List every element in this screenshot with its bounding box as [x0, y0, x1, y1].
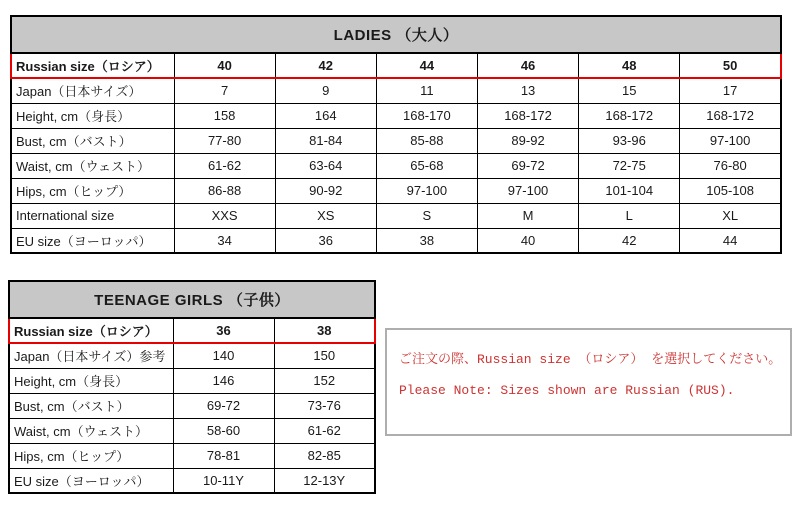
value-cell: 77-80 — [174, 128, 275, 153]
value-cell: M — [477, 203, 578, 228]
value-cell: S — [376, 203, 477, 228]
value-cell: 17 — [680, 78, 781, 103]
value-cell: 97-100 — [680, 128, 781, 153]
value-cell: 86-88 — [174, 178, 275, 203]
table-row — [9, 443, 375, 468]
row-label: EU size（ヨーロッパ） — [11, 228, 174, 253]
value-cell: 38 — [376, 228, 477, 253]
value-cell: 85-88 — [376, 128, 477, 153]
value-cell: 146 — [173, 368, 274, 393]
value-cell: 61-62 — [274, 418, 375, 443]
value-cell: 72-75 — [579, 153, 680, 178]
value-cell: 90-92 — [275, 178, 376, 203]
value-cell: 13 — [477, 78, 578, 103]
value-cell: 78-81 — [173, 443, 274, 468]
table-row — [9, 318, 375, 343]
table-row — [11, 228, 781, 253]
value-cell: 36 — [173, 318, 274, 343]
row-label: Japan（日本サイズ）参考 — [9, 343, 173, 368]
table-row — [11, 178, 781, 203]
value-cell: 40 — [174, 53, 275, 78]
table-row — [9, 418, 375, 443]
row-label: Russian size（ロシア） — [11, 53, 174, 78]
value-cell: 168-172 — [477, 103, 578, 128]
value-cell: 73-76 — [274, 393, 375, 418]
value-cell: 42 — [275, 53, 376, 78]
value-cell: 105-108 — [680, 178, 781, 203]
table-header-row — [9, 281, 375, 318]
girls-table-title: TEENAGE GIRLS （子供） — [9, 281, 375, 318]
value-cell: 140 — [173, 343, 274, 368]
value-cell: 168-170 — [376, 103, 477, 128]
table-row — [11, 103, 781, 128]
value-cell: 44 — [376, 53, 477, 78]
value-cell: 69-72 — [477, 153, 578, 178]
value-cell: XXS — [174, 203, 275, 228]
value-cell: 7 — [174, 78, 275, 103]
note-line-english: Please Note: Sizes shown are Russian (RUS). — [399, 383, 735, 398]
value-cell: XS — [275, 203, 376, 228]
value-cell: XL — [680, 203, 781, 228]
value-cell: 97-100 — [477, 178, 578, 203]
value-cell: 44 — [680, 228, 781, 253]
value-cell: 97-100 — [376, 178, 477, 203]
row-label: Russian size（ロシア） — [9, 318, 173, 343]
value-cell: 48 — [579, 53, 680, 78]
value-cell: 36 — [275, 228, 376, 253]
ladies-table-title: LADIES （大人） — [11, 16, 781, 53]
row-label: Bust, cm（バスト） — [9, 393, 173, 418]
value-cell: 168-172 — [579, 103, 680, 128]
value-cell: 150 — [274, 343, 375, 368]
value-cell: 61-62 — [174, 153, 275, 178]
value-cell: 46 — [477, 53, 578, 78]
value-cell: 164 — [275, 103, 376, 128]
value-cell: 82-85 — [274, 443, 375, 468]
value-cell: 69-72 — [173, 393, 274, 418]
value-cell: 58-60 — [173, 418, 274, 443]
value-cell: 11 — [376, 78, 477, 103]
row-label: Height, cm（身長） — [11, 103, 174, 128]
row-label: Waist, cm（ウェスト） — [9, 418, 173, 443]
value-cell: 10-11Y — [173, 468, 274, 493]
value-cell: 9 — [275, 78, 376, 103]
table-row — [9, 343, 375, 368]
table-row — [11, 203, 781, 228]
value-cell: L — [579, 203, 680, 228]
value-cell: 38 — [274, 318, 375, 343]
value-cell: 152 — [274, 368, 375, 393]
order-note-box — [385, 328, 792, 436]
row-label: International size — [11, 203, 174, 228]
value-cell: 65-68 — [376, 153, 477, 178]
row-label: Japan（日本サイズ） — [11, 78, 174, 103]
value-cell: 50 — [680, 53, 781, 78]
row-label: Hips, cm（ヒップ） — [11, 178, 174, 203]
ladies-size-table-container — [10, 15, 782, 254]
value-cell: 42 — [579, 228, 680, 253]
girls-table-body — [9, 318, 375, 493]
table-row — [9, 468, 375, 493]
table-row — [11, 128, 781, 153]
table-header-row — [11, 16, 781, 53]
value-cell: 89-92 — [477, 128, 578, 153]
value-cell: 63-64 — [275, 153, 376, 178]
value-cell: 101-104 — [579, 178, 680, 203]
value-cell: 168-172 — [680, 103, 781, 128]
value-cell: 158 — [174, 103, 275, 128]
value-cell: 81-84 — [275, 128, 376, 153]
note-line-japanese: ご注文の際、Russian size （ロシア） を選択してください。 — [399, 352, 782, 367]
table-row — [11, 78, 781, 103]
value-cell: 76-80 — [680, 153, 781, 178]
table-row — [11, 53, 781, 78]
value-cell: 15 — [579, 78, 680, 103]
value-cell: 40 — [477, 228, 578, 253]
row-label: EU size（ヨーロッパ） — [9, 468, 173, 493]
row-label: Bust, cm（バスト） — [11, 128, 174, 153]
value-cell: 93-96 — [579, 128, 680, 153]
table-row — [11, 153, 781, 178]
girls-size-table-container — [8, 280, 376, 494]
row-label: Waist, cm（ウェスト） — [11, 153, 174, 178]
ladies-table-body — [11, 53, 781, 253]
table-row — [9, 368, 375, 393]
value-cell: 12-13Y — [274, 468, 375, 493]
girls-size-table — [8, 280, 376, 494]
row-label: Hips, cm（ヒップ） — [9, 443, 173, 468]
ladies-size-table — [10, 15, 782, 254]
table-row — [9, 393, 375, 418]
value-cell: 34 — [174, 228, 275, 253]
row-label: Height, cm（身長） — [9, 368, 173, 393]
